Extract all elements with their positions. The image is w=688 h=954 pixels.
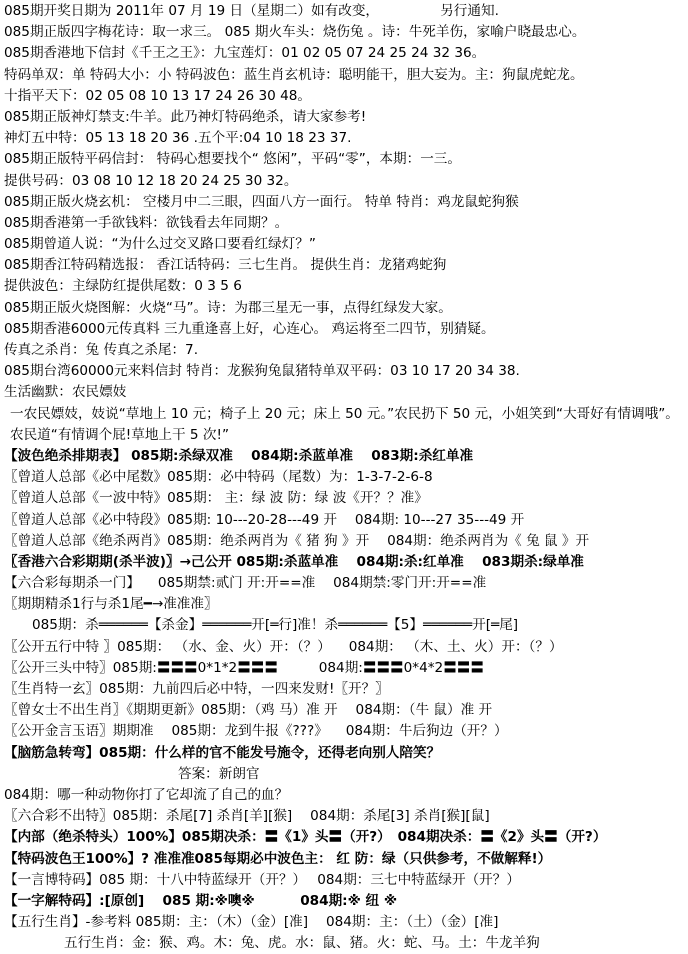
wave-kill-table: 【波色绝杀排期表】 085期:杀绿双准 084期:杀蓝单准 083期:杀红单准 — [4, 447, 474, 464]
golden-words-line: 〖公开金言玉语〗期期准 085期：龙到牛报《???》 084期：牛后狗边（开？） — [4, 723, 508, 740]
zeng-wave-line: 〖曾道人总部《一波中特》085期： 主：绿 波 防：绿 波《开？？准》 — [4, 490, 428, 507]
fire-diagram-line: 085期正版火烧图解：火烧“马”。诗：为郡三星无一事，点得红绿发大家。 — [4, 299, 452, 316]
kill-gate-line: 【六合彩每期杀一门】 085期禁:贰门 开:开==准 084期禁:零门开:开==准 — [4, 575, 487, 592]
riddle-answer: 答案：新朗官 — [178, 765, 260, 782]
kill-row-tail-title: 〖期期精杀1行与杀1尾━→准准准〗 — [4, 596, 218, 613]
five-elements-line: 〖公开五行中特 〗085期： （水、金、火）开：（？） 084期： （木、土、火）开：（？） — [4, 638, 563, 655]
fire-mystery-line: 085期正版火烧玄机： 空楼月中二三眼，四面八方一面行。 特单 特肖：鸡龙鼠蛇狗猴 — [4, 193, 519, 210]
plum-poem-line: 085期正版四字梅花诗：取一求三。 085 期火车头：烧伤兔 。诗：牛死羊伤，家喻户晓最忠心。 — [4, 24, 586, 41]
special-code-line: 特码单双：单 特码大小：小 特码波色：蓝生肖玄机诗：聪明能干，胆大妄为。主：狗鼠虎蛇龙。 — [4, 66, 584, 83]
zeng-says-line: 085期曾道人说：“为什么过交叉路口要看红绿灯？” — [4, 236, 316, 253]
zeng-tail-line: 〖曾道人总部《必中尾数》085期：必中特码（尾数）为：1-3-7-2-6-8 — [4, 469, 433, 486]
fax-6000-line: 085期香港6000元传真料 三九重逢喜上好，心连心。 鸡运将至二四节，别猜疑。 — [4, 320, 495, 337]
ms-zeng-line: 〖曾女士不出生肖〗《期期更新》085期：（鸡 马）准 开 084期：（牛 鼠）准 开 — [4, 702, 493, 719]
inner-kill-head-line: 【内部（绝杀特头）100%】085期决杀：〓《1》头〓（开?） 084期决杀：〓《2》头〓（开?） — [4, 829, 607, 846]
document-body — [4, 1, 684, 954]
zeng-two-kill-line: 〖曾道人总部《绝杀两肖》085期：绝杀两肖为《 猪 狗 》开 084期：绝杀两肖为《 兔 鼠 》开 — [4, 532, 590, 549]
lamp-ban-line: 085期正版神灯禁支:牛羊。此乃神灯特码绝杀，请大家参考! — [4, 108, 367, 125]
ten-fingers-line: 十指平天下：02 05 08 10 13 17 24 26 30 48。 — [4, 87, 312, 104]
kill-row-tail-line: 085期：杀══════【杀金】══════开[═行]准！杀══════【5】══════开[═尾] — [32, 617, 519, 634]
no-special-line: 〖六合彩不出特〗085期：杀尾[7] 杀肖[羊][猴] 084期：杀尾[3] 杀肖[猴][鼠] — [4, 808, 490, 825]
hk-envelope-line: 085期香港地下信封《千王之王》：九宝莲灯：01 02 05 07 24 25 24 32 36。 — [4, 45, 486, 62]
provided-numbers-line: 提供号码：03 08 10 12 18 20 24 25 30 32。 — [4, 172, 298, 189]
zeng-segment-line: 〖曾道人总部《必中特段》085期: 10---20-28---49 开 084期: 10---27 35---49 开 — [4, 511, 525, 528]
element-zodiac-line: 【五行生肖】-参考料 085期：主：（木）（金）[准] 084期：主：（土）（金）[准] — [4, 914, 499, 931]
wave-king-line: 【特码波色王100%】? 准准准085每期必中波色主： 红 防：绿（只供参考，不做解释!） — [4, 850, 552, 867]
wave-color-line: 提供波色：主绿防红提供尾数：0 3 5 6 — [4, 278, 242, 295]
riddle-line: 【脑筋急转弯】085期：什么样的官不能发号施令，还得老向别人陪笑？ — [4, 744, 441, 761]
draw-date-line: 085期开奖日期为 2011年 07 月 19 日（星期二）如有改变， 另行通知. — [4, 3, 499, 19]
humor-story: 一农民嫖妓，妓说“草地上 10 元；椅子上 20 元；床上 50 元。”农民扔下 50 元，小姐笑到“大哥好有情调哦”。农民道“有情调个屁!草地上干 5 次!” — [10, 405, 679, 443]
one-char-line: 【一字解特码】:[原创] 085 期:※噢※ 084期:※ 纽 ※ — [4, 892, 398, 909]
taiwan-envelope-line: 085期台湾60000元来料信封 特肖：龙猴狗兔鼠猪特单双平码：03 10 17 20 34 38. — [4, 363, 520, 380]
xiangjiang-line: 085期香江特码精选报： 香江话特码：三七生肖。 提供生肖：龙猪鸡蛇狗 — [4, 257, 447, 274]
element-zodiac-list: 五行生肖：金：猴、鸡。木：兔、虎。水：鼠、猪。火：蛇、马。土：牛龙羊狗 — [64, 935, 540, 952]
one-word-bet-line: 【一言博特码】085 期：十八中特蓝绿开（开？） 084期：三七中特蓝绿开（开？） — [4, 871, 520, 888]
fax-kill-line: 传真之杀肖：兔 传真之杀尾：7. — [4, 342, 199, 358]
flat-code-envelope-line: 085期正版特平码信封： 特码心想要找个“ 悠闲”，平码“零”，本期：一三。 — [4, 151, 461, 168]
hk-half-wave-line: 〖香港六合彩期期(杀半波)〗→己公开 085期:杀蓝单准 084期:杀:红单准 083期杀:绿单准 — [4, 553, 584, 570]
humor-title: 生活幽默：农民嫖妓 — [4, 384, 127, 401]
hk-first-hand-line: 085期香港第一手欲钱料：欲钱看去年同期？。 — [4, 214, 289, 231]
three-heads-line: 〖公开三头中特〗085期:〓〓〓0*1*2〓〓〓 084期:〓〓〓0*4*2〓〓〓 — [4, 659, 484, 676]
riddle-084-line: 084期：哪一种动物你打了它却流了自己的血？ — [4, 786, 289, 803]
zodiac-mystery-line: 〖生肖特一玄〗085期：九前四后必中特，一四来发财!〖开？〗 — [4, 681, 389, 698]
lamp-five-line: 神灯五中特：05 13 18 20 36 .五个平:04 10 18 23 37. — [4, 130, 352, 147]
